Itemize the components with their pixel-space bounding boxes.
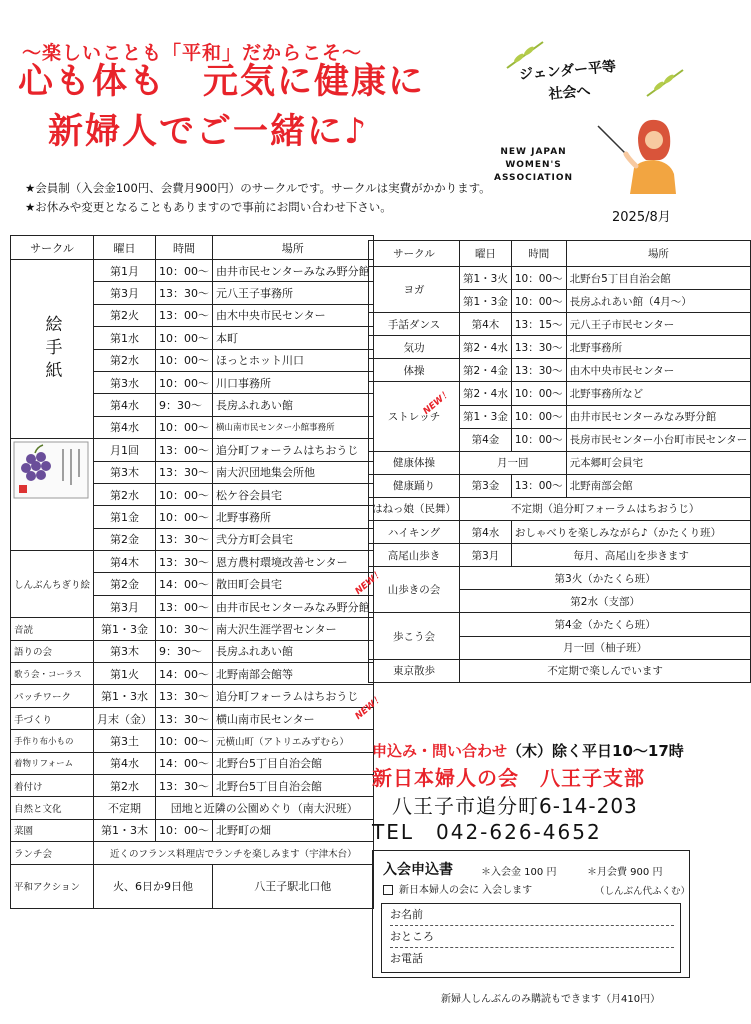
day-cell: 第2火 — [94, 304, 156, 326]
place-cell: 由井市民センターみなみ野分館 — [213, 595, 374, 617]
day-cell: 第1・3火 — [460, 267, 512, 290]
footer-note: 新婦人しんぶんのみ購読もできます（月410円） — [441, 994, 661, 1005]
place-cell: 北野台5丁目自治会館 — [213, 752, 374, 774]
circle-name-cell: はねっ娘（民舞） — [369, 497, 460, 520]
place-cell: 元八王子市民センター — [566, 313, 751, 336]
grape-illustration-cell — [11, 439, 94, 551]
time-cell: 13：15〜 — [511, 313, 566, 336]
circle-name-cell: 歩こう会 — [369, 613, 460, 659]
place-cell: 由井市民センターみなみ野分館 — [213, 260, 374, 282]
circle-name-cell: 平和アクション — [11, 864, 94, 908]
time-cell: 13：30〜 — [156, 707, 213, 729]
time-cell: 10：00〜 — [156, 260, 213, 282]
time-cell: 10：00〜 — [511, 382, 566, 405]
place-cell: 松ケ谷会員宅 — [213, 483, 374, 505]
day-cell: 第1月 — [94, 260, 156, 282]
time-cell: 13：30〜 — [511, 336, 566, 359]
logo-slogan — [518, 56, 619, 108]
place-cell: 北野台5丁目自治会館 — [566, 267, 751, 290]
place-cell: 元横山町（アトリエみずむら） — [213, 730, 374, 752]
time-cell: 9：30〜 — [156, 640, 213, 662]
header-place: 場所 — [566, 241, 751, 267]
day-cell: 第3水 — [94, 371, 156, 393]
table-row — [369, 451, 751, 474]
place-cell: 北野事務所など — [566, 382, 751, 405]
table-row — [11, 685, 374, 707]
table-row — [11, 551, 374, 573]
day-cell: 第1金 — [94, 506, 156, 528]
place-cell: ほっとホット川口 — [213, 349, 374, 371]
logo-en-line2: WOMEN'S — [505, 160, 562, 170]
day-cell: 第4水 — [94, 752, 156, 774]
day-cell: 月1回 — [94, 439, 156, 461]
day-cell: 第3木 — [94, 461, 156, 483]
table-row — [369, 497, 751, 520]
table-row — [369, 567, 751, 590]
table-row — [11, 797, 374, 819]
place-cell: 不定期で楽しんでいます — [460, 659, 751, 682]
place-cell: 元本郷町会員宅 — [566, 451, 751, 474]
day-cell: 第2金 — [94, 528, 156, 550]
time-cell: 13：30〜 — [156, 461, 213, 483]
right-schedule-table — [368, 240, 751, 683]
day-cell: 月一回（柚子班） — [460, 636, 751, 659]
form-entry-fee: ＊入会金 100 円 — [481, 867, 557, 878]
logo-en-line3: ASSOCIATION — [494, 173, 574, 183]
place-cell: 川口事務所 — [213, 371, 374, 393]
circle-name-cell: 手話ダンス — [369, 313, 460, 336]
conductor-woman-illustration — [590, 108, 680, 194]
application-form — [372, 850, 690, 978]
table-row — [369, 359, 751, 382]
place-cell: 団地と近隣の公園めぐり（南大沢班） — [156, 797, 374, 819]
new-badge-tokyo: NEW！ — [353, 693, 385, 722]
day-cell: 第1・3水 — [94, 685, 156, 707]
time-cell: 14：00〜 — [156, 663, 213, 685]
circle-name-cell: 健康踊り — [369, 474, 460, 497]
time-cell: 10：00〜 — [156, 371, 213, 393]
logo-slogan-line1: ジェンダー平等 — [518, 58, 617, 84]
day-cell: 第3金 — [460, 474, 512, 497]
time-cell: 14：00〜 — [156, 752, 213, 774]
place-cell: 北野南部会館 — [566, 474, 751, 497]
logo-slogan-line2: 社会へ — [547, 83, 592, 103]
day-cell: 火、6日か9日他 — [94, 864, 213, 908]
time-cell: 13：30〜 — [156, 774, 213, 796]
time-cell: 10：00〜 — [156, 349, 213, 371]
day-cell: 第4金（かたくら班） — [460, 613, 751, 636]
join-checkbox-row[interactable] — [383, 881, 532, 896]
day-cell: 第2・4金 — [460, 359, 512, 382]
circle-name-cell: 着付け — [11, 774, 94, 796]
circle-name-cell: ヨガ — [369, 267, 460, 313]
place-cell: 追分町フォーラムはちおうじ — [213, 685, 374, 707]
day-cell: 月末（金） — [94, 707, 156, 729]
place-cell: 由木中央市民センター — [213, 304, 374, 326]
day-cell: 第3木 — [94, 640, 156, 662]
day-cell: 第1火 — [94, 663, 156, 685]
day-cell: 第3月 — [94, 595, 156, 617]
table-row — [11, 752, 374, 774]
day-cell: 第4木 — [94, 551, 156, 573]
circle-name-cell: 歌う会・コーラス — [11, 663, 94, 685]
day-cell: 第2・4水 — [460, 336, 512, 359]
day-cell: 第4木 — [460, 313, 512, 336]
logo-en-line1: NEW JAPAN — [500, 147, 567, 157]
checkbox-icon[interactable] — [383, 885, 393, 895]
time-cell: 10：00〜 — [511, 290, 566, 313]
left-schedule-table — [10, 235, 374, 909]
place-cell: 本町 — [213, 327, 374, 349]
place-cell: 由井市民センターみなみ野分館 — [566, 405, 751, 428]
organization-name: 新日本婦人の会 八王子支部 — [372, 766, 645, 790]
place-cell: おしゃべりを楽しみながら♪（かたくり班） — [511, 521, 750, 544]
place-cell: 横山南市民センター小館事務所 — [213, 416, 374, 438]
phone-field[interactable] — [390, 950, 674, 970]
time-cell: 13：30〜 — [156, 685, 213, 707]
day-cell: 不定期 — [94, 797, 156, 819]
table-row — [369, 613, 751, 636]
time-cell: 9：30〜 — [156, 394, 213, 416]
header-day: 曜日 — [460, 241, 512, 267]
table-row — [11, 618, 374, 640]
time-cell: 13：30〜 — [156, 282, 213, 304]
name-field-label: お名前 — [390, 908, 423, 921]
time-cell: 14：00〜 — [156, 573, 213, 595]
form-fields — [381, 903, 681, 973]
circle-name-cell: ハイキング — [369, 521, 460, 544]
header-day: 曜日 — [94, 236, 156, 260]
time-cell: 10：00〜 — [511, 405, 566, 428]
day-cell: 第4水 — [94, 416, 156, 438]
place-cell: 元八王子事務所 — [213, 282, 374, 304]
time-cell: 13：00〜 — [156, 595, 213, 617]
place-cell: 散田町会員宅 — [213, 573, 374, 595]
header-time: 時間 — [511, 241, 566, 267]
time-cell: 10：00〜 — [156, 819, 213, 841]
time-cell: 10：30〜 — [156, 618, 213, 640]
table-row — [11, 707, 374, 729]
circle-name-cell: ランチ会 — [11, 842, 94, 864]
circle-name-cell: 菜園 — [11, 819, 94, 841]
contact-title — [372, 740, 684, 761]
headline-line2: 新婦人でご一緒に♪ — [48, 112, 369, 152]
table-row — [11, 842, 374, 864]
table-row — [11, 439, 374, 461]
circle-name-cell: パッチワーク — [11, 685, 94, 707]
grape-picture-icon — [13, 441, 89, 499]
circle-name-cell: 気功 — [369, 336, 460, 359]
issue-date: 2025/8月 — [612, 210, 671, 225]
circle-name-cell: 手作り布小もの — [11, 730, 94, 752]
logo-english — [494, 146, 573, 185]
day-cell: 第2・4水 — [460, 382, 512, 405]
header-place: 場所 — [213, 236, 374, 260]
place-cell: 由木中央市民センター — [566, 359, 751, 382]
table-row — [369, 474, 751, 497]
circle-name-cell: ストレッチ — [369, 382, 460, 451]
place-cell: 長房ふれあい館 — [213, 394, 374, 416]
join-checkbox-label: 新日本婦人の会に 入会します — [399, 885, 533, 896]
place-cell: 北野事務所 — [213, 506, 374, 528]
form-monthly-fee: ＊月会費 900 円 — [587, 867, 663, 878]
day-cell: 第1水 — [94, 327, 156, 349]
place-cell: 北野南部会館等 — [213, 663, 374, 685]
leaf-icon — [645, 68, 685, 98]
circle-e-tegami: 絵手紙 — [11, 260, 94, 439]
header-circle: サークル — [369, 241, 460, 267]
subtitle: 〜楽しいことも「平和」だからこそ〜 — [22, 42, 363, 64]
place-cell: 北野台5丁目自治会館 — [213, 774, 374, 796]
time-cell: 10：00〜 — [511, 267, 566, 290]
day-cell: 第3火（かたくら班） — [460, 567, 751, 590]
day-cell: 第1・3金 — [94, 618, 156, 640]
intro-membership: ★会員制（入会金100円、会費月900円）のサークルです。サークルは実費がかかります。 — [25, 181, 491, 195]
table-row — [11, 640, 374, 662]
place-cell: 毎月、高尾山を歩きます — [511, 544, 750, 567]
address-text: 八王子市追分町6-14-203 — [392, 794, 638, 818]
place-cell: 追分町フォーラムはちおうじ — [213, 439, 374, 461]
form-note: （しんぶん代ふくむ） — [595, 886, 691, 897]
time-cell: 13：30〜 — [156, 528, 213, 550]
place-cell: 不定期（追分町フォーラムはちおうじ） — [460, 497, 751, 520]
day-cell: 第1・3金 — [460, 290, 512, 313]
circle-name-cell: 手づくり — [11, 707, 94, 729]
table-row — [369, 336, 751, 359]
intro-notice: ★お休みや変更となることもありますので事前にお問い合わせ下さい。 — [25, 200, 392, 214]
place-cell: 北野町の畑 — [213, 819, 374, 841]
new-badge-stretch: NEW！ — [421, 388, 453, 417]
phone-field-label: お電話 — [390, 952, 423, 965]
day-cell: 第4水 — [94, 394, 156, 416]
table-row — [11, 864, 374, 908]
circle-name-cell: 山歩きの会 — [369, 567, 460, 613]
table-row — [369, 659, 751, 682]
table-row — [369, 544, 751, 567]
contact-title-main: 申込み・問い合わせ — [372, 742, 508, 760]
table-row — [11, 730, 374, 752]
circle-name-cell: 健康体操 — [369, 451, 460, 474]
table-row — [369, 267, 751, 290]
address-field-label: おところ — [390, 930, 434, 943]
place-cell: 長房ふれあい館 — [213, 640, 374, 662]
time-cell: 10：00〜 — [156, 730, 213, 752]
new-badge-takao: NEW！ — [353, 568, 385, 597]
day-cell: 第3土 — [94, 730, 156, 752]
circle-name-cell: 高尾山歩き — [369, 544, 460, 567]
phone-number[interactable]: TEL 042-626-4652 — [372, 820, 602, 844]
table-row — [11, 819, 374, 841]
place-cell: 南大沢団地集会所他 — [213, 461, 374, 483]
place-cell: 横山南市民センター — [213, 707, 374, 729]
form-title: 入会申込書 — [383, 862, 453, 878]
day-cell: 第3月 — [460, 544, 512, 567]
circle-name-cell: 語りの会 — [11, 640, 94, 662]
day-cell: 第1・3木 — [94, 819, 156, 841]
time-cell: 13：00〜 — [511, 474, 566, 497]
table-header-row — [369, 241, 751, 267]
place-cell: 長房ふれあい館（4月〜） — [566, 290, 751, 313]
name-field[interactable] — [390, 906, 674, 926]
time-cell: 10：00〜 — [156, 327, 213, 349]
place-cell: 弐分方町会員宅 — [213, 528, 374, 550]
circle-chigiri-e: しんぶんちぎり絵 — [11, 551, 94, 618]
time-cell: 13：30〜 — [511, 359, 566, 382]
day-cell: 第4水 — [460, 521, 512, 544]
table-row — [11, 260, 374, 282]
place-cell: 恩方農村環境改善センター — [213, 551, 374, 573]
table-row — [11, 774, 374, 796]
circle-name-cell: 自然と文化 — [11, 797, 94, 819]
circle-name-cell: 着物リフォーム — [11, 752, 94, 774]
place-cell: 近くのフランス料理店でランチを楽しみます（宇津木台） — [94, 842, 374, 864]
address-field[interactable] — [390, 928, 674, 948]
circle-name-cell: 体操 — [369, 359, 460, 382]
table-header-row — [11, 236, 374, 260]
place-cell: 八王子駅北口他 — [213, 864, 374, 908]
time-cell: 10：00〜 — [511, 428, 566, 451]
table-row — [369, 521, 751, 544]
day-cell: 第2水 — [94, 774, 156, 796]
day-cell: 第1・3金 — [460, 405, 512, 428]
place-cell: 長房市民センター小台町市民センター — [566, 428, 751, 451]
day-cell: 第2金 — [94, 573, 156, 595]
contact-hours: （木）除く平日10〜17時 — [507, 742, 684, 760]
day-cell: 第2水 — [94, 483, 156, 505]
time-cell: 13：00〜 — [156, 304, 213, 326]
table-row — [11, 663, 374, 685]
day-cell: 月一回 — [460, 451, 567, 474]
place-cell: 北野事務所 — [566, 336, 751, 359]
time-cell: 13：30〜 — [156, 551, 213, 573]
circle-name-cell: 音読 — [11, 618, 94, 640]
time-cell: 13：00〜 — [156, 439, 213, 461]
header-circle: サークル — [11, 236, 94, 260]
day-cell: 第2水（支部） — [460, 590, 751, 613]
day-cell: 第2水 — [94, 349, 156, 371]
time-cell: 10：00〜 — [156, 416, 213, 438]
day-cell: 第3月 — [94, 282, 156, 304]
time-cell: 10：00〜 — [156, 506, 213, 528]
table-row — [369, 313, 751, 336]
day-cell: 第4金 — [460, 428, 512, 451]
place-cell: 南大沢生涯学習センター — [213, 618, 374, 640]
time-cell: 10：00〜 — [156, 483, 213, 505]
headline-line1: 心も体も 元気に健康に — [18, 62, 426, 102]
header-time: 時間 — [156, 236, 213, 260]
circle-name-cell: 東京散歩 — [369, 659, 460, 682]
